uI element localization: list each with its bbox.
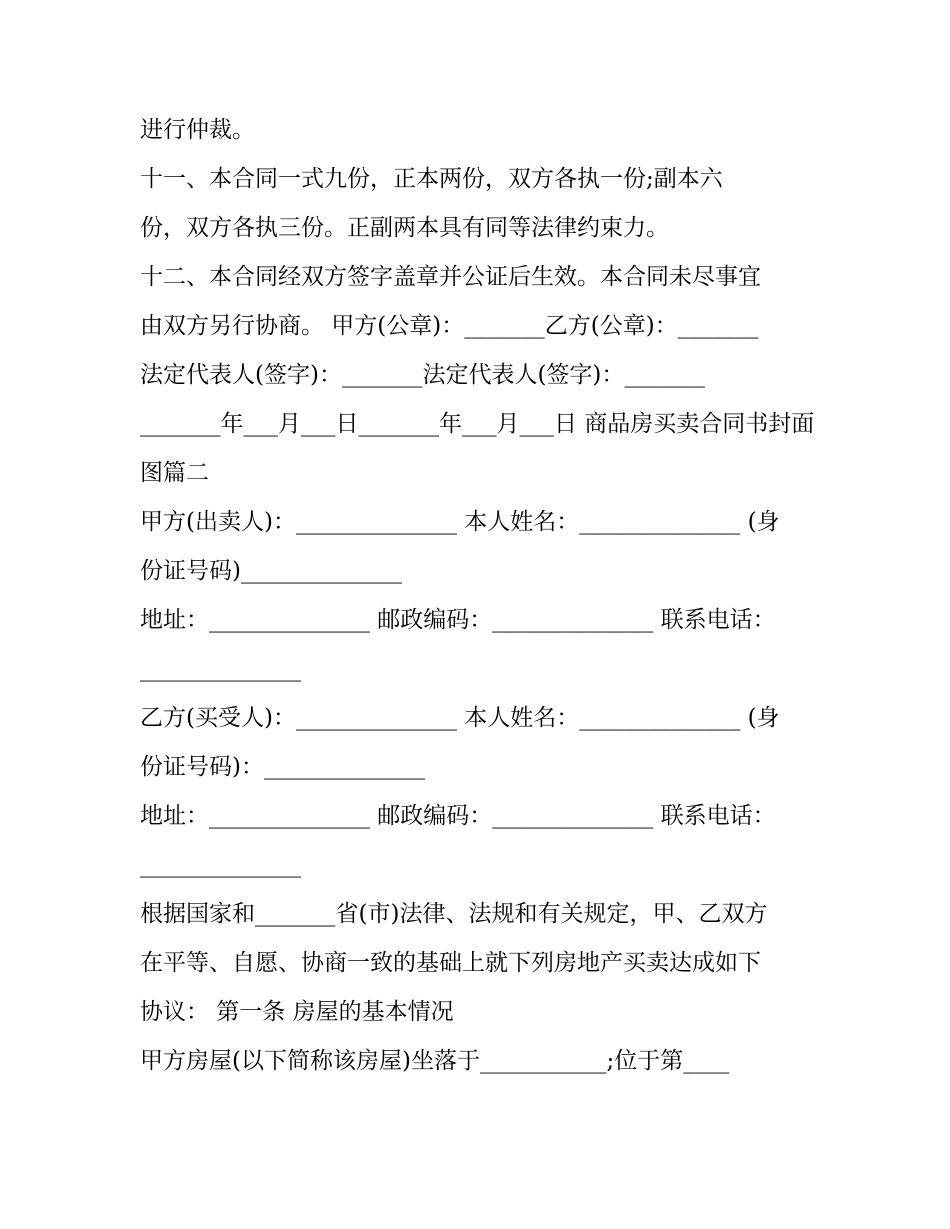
text-line: 乙方(买受人)：______________ 本人姓名：______________ (身 — [140, 705, 780, 731]
text-line: 根据国家和_______省(市)法律、法规和有关规定，甲、乙双方 — [140, 901, 768, 927]
text-line: ______________ — [140, 852, 301, 878]
text-line: ______________ — [140, 656, 301, 682]
text-line: 图篇二 — [140, 460, 209, 486]
text-line: 进行仲裁。 — [140, 117, 255, 143]
text-line: 在平等、自愿、协商一致的基础上就下列房地产买卖达成如下 — [140, 950, 761, 976]
text-line: _______年___月___日_______年___月___日 商品房买卖合同书封面 — [140, 411, 815, 437]
text-line: 甲方(出卖人)：______________ 本人姓名：______________ (身 — [140, 509, 780, 535]
text-line: 份证号码)______________ — [140, 558, 402, 584]
text-line: 地址：______________ 邮政编码：______________ 联系电话： — [140, 803, 776, 829]
text-line: 协议： 第一条 房屋的基本情况 — [140, 999, 454, 1025]
text-line: 份证号码)：______________ — [140, 754, 425, 780]
text-line: 由双方另行协商。 甲方(公章)：_______乙方(公章)：_______ — [140, 313, 759, 339]
text-line: 地址：______________ 邮政编码：______________ 联系电话： — [140, 607, 776, 633]
text-line: 份，双方各执三份。正副两本具有同等法律约束力。 — [140, 215, 669, 241]
text-line: 甲方房屋(以下简称该房屋)坐落于___________;位于第____ — [140, 1048, 730, 1074]
text-line: 十一、本合同一式九份，正本两份，双方各执一份;副本六 — [140, 166, 723, 192]
document-body — [140, 106, 820, 1086]
text-line: 十二、本合同经双方签字盖章并公证后生效。本合同未尽事宜 — [140, 264, 761, 290]
text-line: 法定代表人(签字)：_______法定代表人(签字)：_______ — [140, 362, 705, 388]
